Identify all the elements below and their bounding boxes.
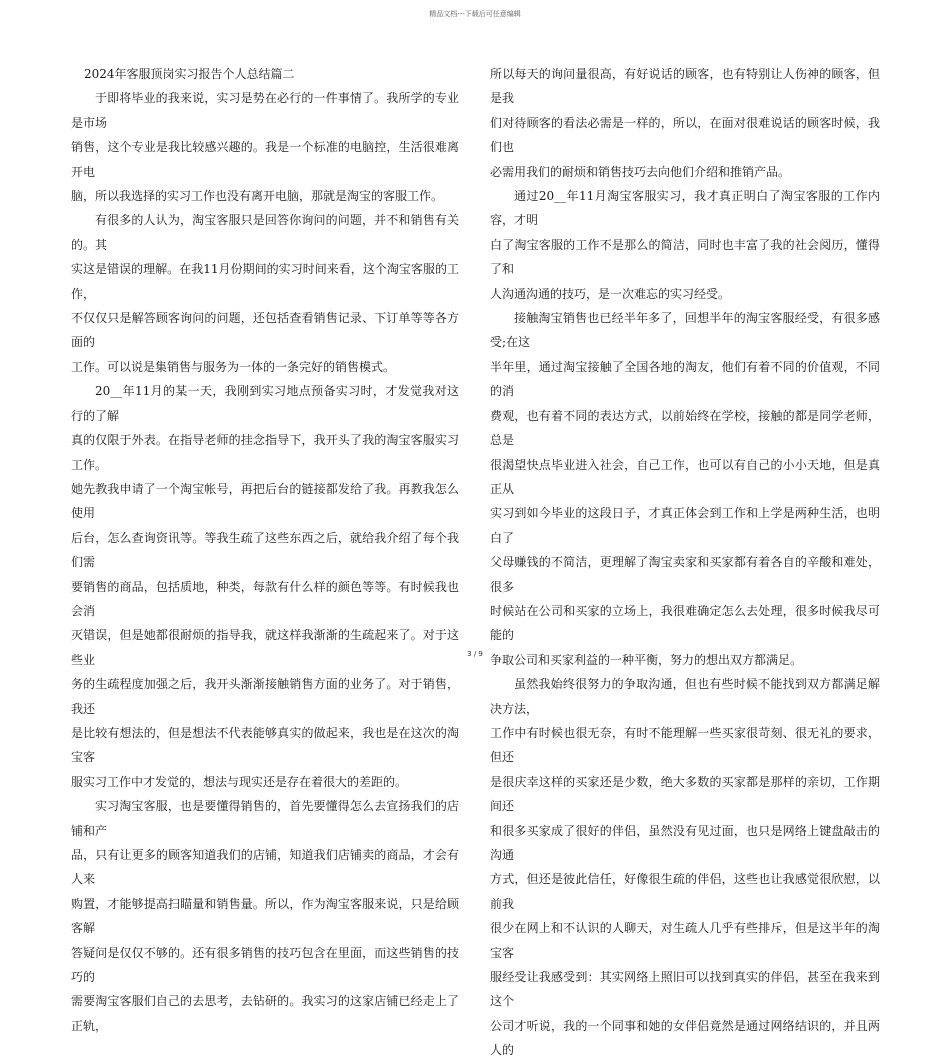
paragraph: 有很多的人认为，淘宝客服只是回答你询问的问题，并不和销售有关的。其 实这是错误的理解。在我11月份期间的实习时间来看，这个淘宝客服的工作， 不仅仅只是解答顾客询问的问题，还包括查看销售记录、下订单等等各方面的 工作。可以说是集销售与服务为一体的一条完好的销售模式。 bbox=[71, 213, 459, 374]
page-number: 3 / 9 bbox=[467, 650, 483, 658]
left-column bbox=[71, 62, 459, 1038]
paragraph: 20__年11月的某一天，我刚到实习地点预备实习时，才发觉我对这行的了解 真的仅限于外表。在指导老师的挂念指导下，我开头了我的淘宝客服实习工作。 她先教我申请了一个淘宝帐号，再把后台的链接都发给了我。再教我怎么使用 后台，怎么查询资讯等。等我生疏了这些东西之后，就给我介绍了每个我们需 要销售的商品，包括质地，种类，每款有什么样的颜色等等。有时候我也会消 灭错误，但是她都很耐烦的指导我，就这样我渐渐的生疏起来了。对于这些业 务的生疏程度加强之后，我开头渐渐接触销售方面的业务了。对于销售，我还 是比较有想法的，但是想法不代表能够真实的做起来，我也是在这次的淘宝客 服实习工作中才发觉的，想法与现实还是存在着很大的差距的。 bbox=[71, 384, 459, 789]
paragraph: 于即将毕业的我来说，实习是势在必行的一件事情了。我所学的专业是市场 销售，这个专业是我比较感兴趣的。我是一个标准的电脑控，生活很难离开电 脑，所以我选择的实习工作也没有离开电脑，那就是淘宝的客服工作。 bbox=[71, 91, 459, 204]
page-header: 精品文档---下载后可任意编辑 bbox=[429, 10, 521, 18]
right-column bbox=[490, 62, 880, 1063]
paragraph: 虽然我始终很努力的争取沟通，但也有些时候不能找到双方都满足解决方法， 工作中有时候也很无奈，有时不能理解一些买家很苛刻、很无礼的要求，但还 是很庆幸这样的买家还是少数，绝大多数的买家都是那样的亲切，工作期间还 和很多买家成了很好的伴侣，虽然没有见过面，也只是网络上键盘敲击的沟通 方式，但还是彼此信任，好像很生疏的伴侣，这些也让我感觉很欣慰，以前我 很少在网上和不认识的人聊天，对生疏人几乎有些排斥，但是这半年的淘宝客 服经受让我感受到：其实网络上照旧可以找到真实的伴侣，甚至在我来到这个 公司才听说，我的一个同事和她的女伴侣竟然是通过网络结识的，并且两人的 bbox=[490, 677, 880, 1058]
paragraph-continued: 所以每天的询问量很高，有好说话的顾客，也有特别让人伤神的顾客，但是我 们对待顾客的看法必需是一样的，所以，在面对很难说话的顾客时候，我们也 必需用我们的耐烦和销售技巧去向他们介绍和推销产品。 bbox=[490, 67, 880, 179]
paragraph: 通过20__年11月淘宝客服实习，我才真正明白了淘宝客服的工作内容，才明 白了淘宝客服的工作不是那么的简洁，同时也丰富了我的社会阅历，懂得了和 人沟通沟通的技巧，是一次难忘的实习经受。 bbox=[490, 189, 880, 301]
paragraph: 实习淘宝客服，也是要懂得销售的，首先要懂得怎么去宣扬我们的店铺和产 品，只有让更多的顾客知道我们的店铺，知道我们店铺卖的商品，才会有人来 购置，才能够提高扫瞄量和销售量。所以，作为淘宝客服来说，只是给顾客解 答疑问是仅仅不够的。还有很多销售的技巧包含在里面，而这些销售的技巧的 需要淘宝客服们自己的去思考，去钻研的。我实习的这家店铺已经走上了正轨， bbox=[71, 799, 459, 1033]
document-title: 2024年客服顶岗实习报告个人总结篇二 bbox=[84, 67, 295, 81]
paragraph: 接触淘宝销售也已经半年多了，回想半年的淘宝客服经受，有很多感受;在这 半年里，通过淘宝接触了全国各地的淘友，他们有着不同的价值观，不同的消 费观，也有着不同的表达方式，以前始终在学校，接触的都是同学老师，总是 很渴望快点毕业进入社会，自己工作，也可以有自己的小小天地，但是真正从 实习到如今毕业的这段日子，才真正体会到工作和上学是两种生活，也明白了 父母赚钱的不简洁，更理解了淘宝卖家和买家都有着各自的辛酸和难处，很多 时候站在公司和买家的立场上，我很难确定怎么去处理，很多时候我尽可能的 争取公司和买家利益的一种平衡，努力的想出双方都满足。 bbox=[490, 311, 880, 667]
